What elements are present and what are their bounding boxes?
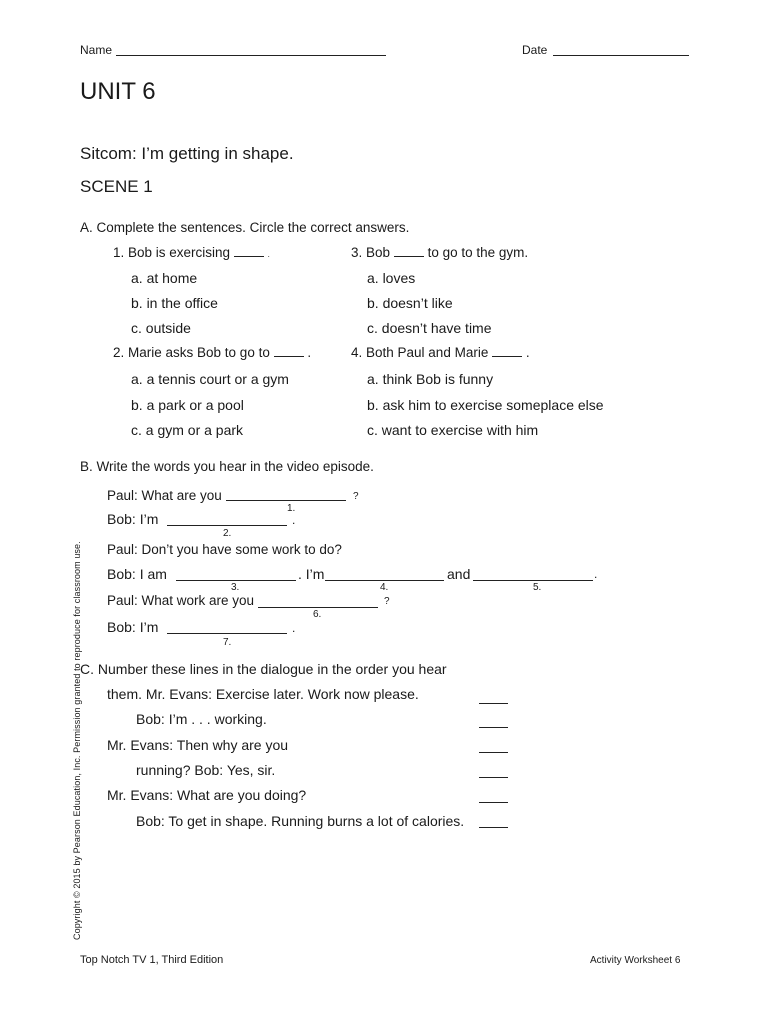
dialogue-line-6: Bob: I’m xyxy=(107,619,159,635)
question-2-blank[interactable] xyxy=(274,344,304,357)
dialogue-line-5: Paul: What work are you xyxy=(107,593,255,608)
blank-number-1: 1. xyxy=(287,503,296,514)
question-3-option-b[interactable]: b. doesn’t like xyxy=(367,295,453,311)
blank-4[interactable] xyxy=(325,580,444,581)
dialogue-line-4-end: . xyxy=(594,567,598,581)
blank-number-6: 6. xyxy=(313,609,322,620)
ordering-line-4: running? Bob: Yes, sir. xyxy=(136,762,276,778)
question-2-stem: 2. Marie asks Bob to go to xyxy=(113,345,270,360)
question-2-end: . xyxy=(307,345,312,360)
copyright-notice: Copyright © 2015 by Pearson Education, Inc. Permission granted to reproduce for classroom use. xyxy=(72,541,82,940)
question-4-option-a[interactable]: a. think Bob is funny xyxy=(367,371,494,387)
order-blank-1[interactable] xyxy=(479,703,508,704)
question-1-blank[interactable] xyxy=(234,244,264,257)
question-2 xyxy=(113,344,311,360)
blank-number-7: 7. xyxy=(223,637,232,648)
dialogue-line-2: Bob: I’m xyxy=(107,511,159,527)
section-a-instruction: A. Complete the sentences. Circle the correct answers. xyxy=(80,220,410,235)
section-b-instruction: B. Write the words you hear in the video episode. xyxy=(80,459,374,474)
order-blank-2[interactable] xyxy=(479,727,508,728)
blank-6[interactable] xyxy=(258,607,378,608)
blank-number-2: 2. xyxy=(223,528,232,539)
question-4-blank[interactable] xyxy=(492,344,522,357)
dialogue-line-2-end: . xyxy=(292,513,296,527)
dialogue-line-4-mid2: and xyxy=(447,566,471,582)
question-1-option-a[interactable]: a. at home xyxy=(131,270,198,286)
ordering-line-5: Mr. Evans: What are you doing? xyxy=(107,787,307,803)
footer-right: Activity Worksheet 6 xyxy=(590,955,681,966)
question-1-stem: 1. Bob is exercising xyxy=(113,245,231,260)
question-3-option-a[interactable]: a. loves xyxy=(367,270,416,286)
order-blank-3[interactable] xyxy=(479,752,508,753)
dialogue-line-6-end: . xyxy=(292,621,296,635)
blank-number-4: 4. xyxy=(380,582,389,593)
name-label: Name xyxy=(80,43,113,57)
blank-7[interactable] xyxy=(167,633,287,634)
question-4-stem: 4. Both Paul and Marie xyxy=(351,345,489,360)
blank-number-3: 3. xyxy=(231,582,240,593)
blank-1[interactable] xyxy=(226,500,346,501)
question-4 xyxy=(351,344,530,360)
name-field[interactable] xyxy=(116,55,386,56)
sitcom-title: Sitcom: I’m getting in shape. xyxy=(80,144,294,163)
order-blank-4[interactable] xyxy=(479,777,508,778)
ordering-line-6: Bob: To get in shape. Running burns a lot of calories. xyxy=(136,813,465,829)
question-4-end: . xyxy=(525,345,530,360)
question-3-option-c[interactable]: c. doesn’t have time xyxy=(367,320,492,336)
question-2-option-b[interactable]: b. a park or a pool xyxy=(131,397,244,413)
date-label: Date xyxy=(522,43,548,57)
ordering-line-3: Mr. Evans: Then why are you xyxy=(107,737,289,753)
dialogue-line-1: Paul: What are you xyxy=(107,488,222,503)
dialogue-line-5-end: ? xyxy=(384,596,390,607)
footer-left: Top Notch TV 1, Third Edition xyxy=(80,954,224,966)
unit-title: UNIT 6 xyxy=(80,78,156,105)
question-3 xyxy=(351,244,528,260)
question-2-option-a[interactable]: a. a tennis court or a gym xyxy=(131,371,289,387)
question-1-option-b[interactable]: b. in the office xyxy=(131,295,218,311)
question-3-stem: 3. Bob xyxy=(351,245,391,260)
question-1 xyxy=(113,244,270,260)
blank-number-5: 5. xyxy=(533,582,542,593)
blank-5[interactable] xyxy=(473,580,593,581)
order-blank-5[interactable] xyxy=(479,802,508,803)
ordering-line-2: Bob: I’m . . . working. xyxy=(136,711,267,727)
question-2-option-c[interactable]: c. a gym or a park xyxy=(131,422,244,438)
dialogue-line-4-mid1: . I’m xyxy=(298,566,325,582)
dialogue-line-1-end: ? xyxy=(353,491,359,502)
section-c-instruction: C. Number these lines in the dialogue in the order you hear xyxy=(80,661,447,677)
blank-2[interactable] xyxy=(167,525,287,526)
question-3-blank[interactable] xyxy=(394,244,424,257)
blank-3[interactable] xyxy=(176,580,296,581)
question-3-end: to go to the gym. xyxy=(427,245,529,260)
dialogue-line-3: Paul: Don’t you have some work to do? xyxy=(107,542,342,557)
order-blank-6[interactable] xyxy=(479,827,508,828)
date-field[interactable] xyxy=(553,55,689,56)
question-1-option-c[interactable]: c. outside xyxy=(131,320,191,336)
question-4-option-c[interactable]: c. want to exercise with him xyxy=(367,422,539,438)
dialogue-line-4: Bob: I am xyxy=(107,566,167,582)
question-4-option-b[interactable]: b. ask him to exercise someplace else xyxy=(367,397,604,413)
ordering-line-1: them. Mr. Evans: Exercise later. Work now please. xyxy=(107,686,419,702)
scene-title: SCENE 1 xyxy=(80,177,153,196)
question-1-end: . xyxy=(267,250,270,259)
